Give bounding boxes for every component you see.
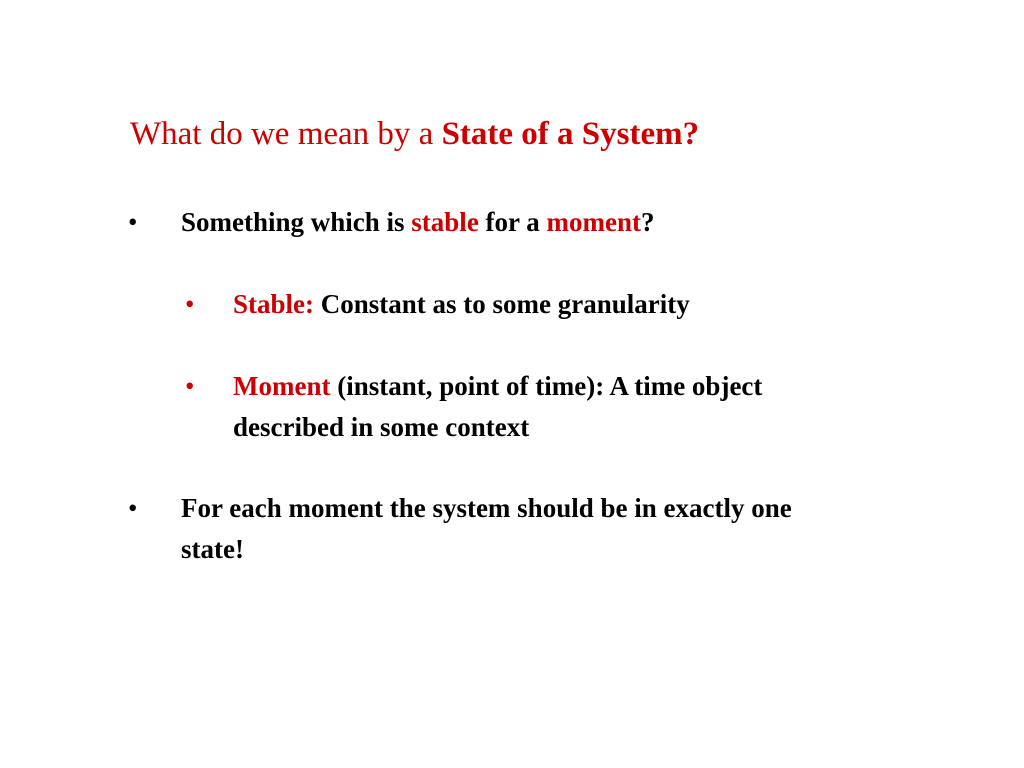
bullet-marker-4: • — [128, 493, 138, 523]
bullet-1-part-3: for a — [478, 207, 547, 237]
bullet-2-definition: Constant as to some granularity — [314, 289, 690, 319]
bullet-text-4 — [181, 488, 821, 570]
bullet-marker-2: • — [185, 289, 195, 319]
bullet-3-term: Moment — [233, 371, 331, 401]
bullet-2-term: Stable: — [233, 289, 314, 319]
bullet-1-moment: moment — [546, 207, 642, 237]
bullet-1-part-1: Something which is — [181, 207, 412, 237]
title-emphasis: State of a System? — [441, 116, 700, 152]
bullet-marker-3: • — [185, 371, 195, 401]
bullet-4-text: For each moment the system should be in exactly one state! — [181, 493, 792, 564]
bullet-1-stable: stable — [411, 207, 479, 237]
slide-title — [130, 112, 699, 156]
bullet-1-part-5: ? — [641, 207, 655, 237]
title-prefix: What do we mean by a — [130, 116, 442, 152]
bullet-3-definition: (instant, point of time): A time object described in some context — [233, 371, 763, 442]
bullet-text-3 — [233, 366, 853, 448]
bullet-text-1 — [181, 202, 941, 243]
bullet-text-2 — [233, 284, 933, 325]
bullet-marker-1: • — [128, 207, 138, 237]
